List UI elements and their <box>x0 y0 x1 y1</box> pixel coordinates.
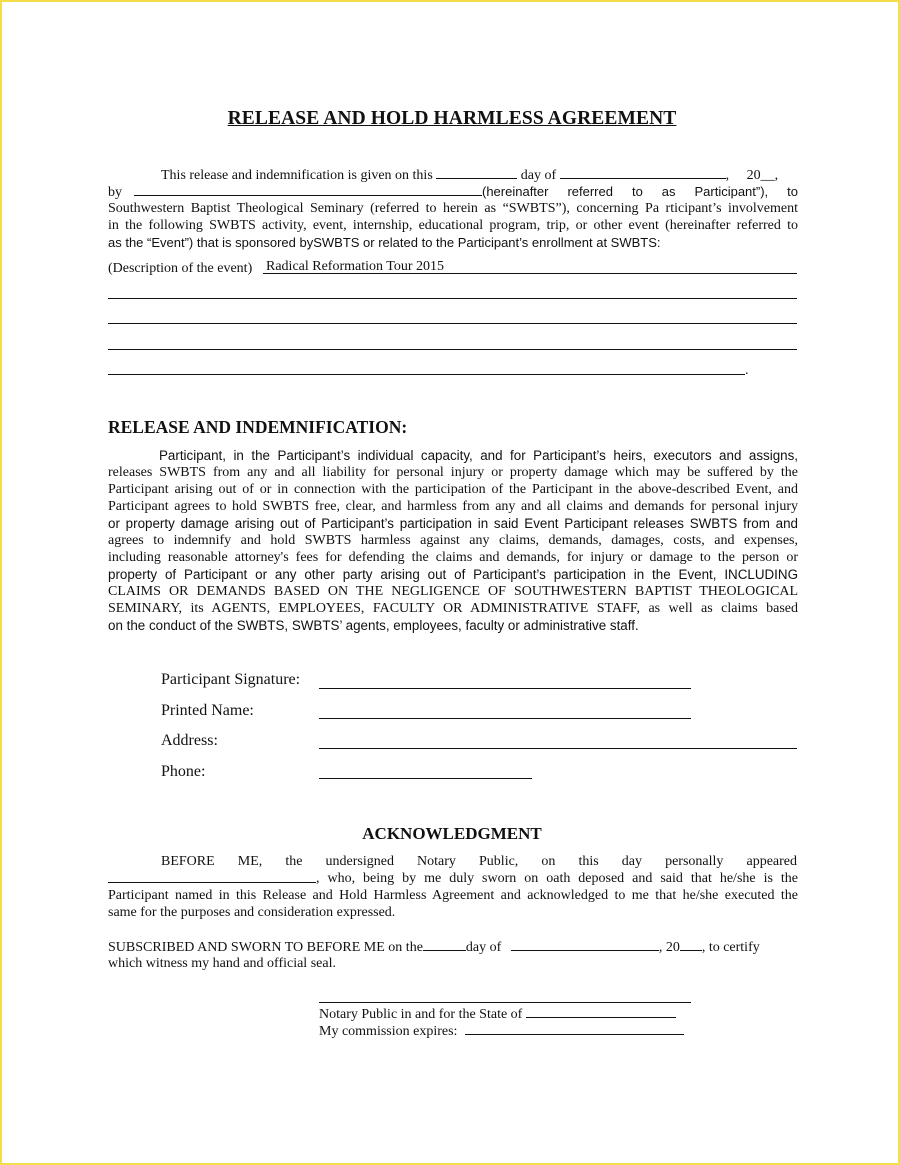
notary-signature-line[interactable] <box>319 1002 691 1003</box>
signature-line[interactable] <box>319 688 691 689</box>
event-description-value: Radical Reformation Tour 2015 <box>266 259 445 274</box>
notary-state-blank[interactable] <box>526 1005 676 1018</box>
release-line-3: Participant arising out of or in connection with the participation of the Participant in the above-described Event, and <box>108 482 798 497</box>
description-line-5[interactable] <box>108 374 745 375</box>
sworn-line-1: SUBSCRIBED AND SWORN TO BEFORE ME on the day of , 20 , to certify <box>108 940 760 955</box>
intro-line-1: This release and indemnification is given on this day of , 20__, <box>161 168 779 183</box>
sworn-day-blank[interactable] <box>423 938 466 951</box>
ack-line-3: Participant named in this Release and Hold Harmless Agreement and acknowledged to me that he/she executed the <box>108 888 798 903</box>
ack-line-4: same for the purposes and consideration expressed. <box>108 905 396 920</box>
release-line-4: Participant agrees to hold SWBTS free, clear, and harmless from any and all claims and demands for personal injury <box>108 499 798 514</box>
document-title: RELEASE AND HOLD HARMLESS AGREEMENT <box>227 108 677 129</box>
day-blank[interactable] <box>436 166 517 179</box>
release-line-7: including reasonable attorney's fees for defending the claims and demands, for injury or damage to the person or <box>108 550 798 565</box>
signature-label: Participant Signature: <box>161 671 301 688</box>
appeared-name-blank[interactable] <box>108 870 316 883</box>
month-blank[interactable] <box>560 166 726 179</box>
release-line-5: or property damage arising out of Participant’s participation in said Event Participant releases SWBTS from and <box>108 516 798 531</box>
sworn-year-blank[interactable] <box>680 938 702 951</box>
intro-line-3: Southwestern Baptist Theological Seminary (referred to herein as “SWBTS”), concerning Pa rticipant’s involvement <box>108 201 798 216</box>
release-line-10: SEMINARY, its AGENTS, EMPLOYEES, FACULTY OR ADMINISTRATIVE STAFF, as well as claims based <box>108 601 798 616</box>
printed-name-label: Printed Name: <box>161 702 254 719</box>
intro-line-5: as the “Event”) that is sponsored bySWBTS or related to the Participant’s enrollment at SWBTS: <box>108 235 661 250</box>
description-line-4[interactable] <box>108 349 797 350</box>
phone-line[interactable] <box>319 778 532 779</box>
release-line-1: Participant, in the Participant’s individual capacity, and for Participant’s heirs, executors and assigns, <box>159 448 798 463</box>
notary-state-label: Notary Public in and for the State of <box>319 1005 676 1023</box>
intro-line-4: in the following SWBTS activity, event, internship, educational program, trip, or other event (hereinafter referred to <box>108 218 798 233</box>
description-period: . <box>745 363 749 378</box>
release-heading: RELEASE AND INDEMNIFICATION: <box>108 417 408 437</box>
sworn-month-blank[interactable] <box>511 938 659 951</box>
release-line-2: releases SWBTS from any and all liability for personal injury or property damage which may be suffered by the <box>108 465 798 480</box>
ack-line-1: BEFORE ME, the undersigned Notary Public, on this day personally appeared <box>161 854 797 869</box>
release-line-9: CLAIMS OR DEMANDS BASED ON THE NEGLIGENCE OF SOUTHWESTERN BAPTIST THEOLOGICAL <box>108 584 798 599</box>
address-line[interactable] <box>319 748 797 749</box>
release-line-11: on the conduct of the SWBTS, SWBTS’ agents, employees, faculty or administrative staff. <box>108 618 639 633</box>
participant-name-blank[interactable] <box>134 183 482 196</box>
release-line-8: property of Participant or any other party arising out of Participant’s participation in the Event, INCLUDING <box>108 567 798 582</box>
event-description-label: (Description of the event) <box>108 261 253 276</box>
phone-label: Phone: <box>161 763 206 780</box>
release-line-6: agrees to indemnify and hold SWBTS harmless against any claims, demands, damages, costs, and expenses, <box>108 533 798 548</box>
ack-line-2: , who, being by me duly sworn on oath deposed and said that he/she is the <box>108 870 798 888</box>
description-line-3[interactable] <box>108 323 797 324</box>
commission-expires-label: My commission expires: <box>319 1022 684 1040</box>
printed-name-line[interactable] <box>319 718 691 719</box>
address-label: Address: <box>161 732 218 749</box>
commission-expires-blank[interactable] <box>465 1022 684 1035</box>
description-line-2[interactable] <box>108 298 797 299</box>
intro-line-2: by (hereinafter referred to as Participant”), to <box>108 184 798 200</box>
sworn-line-2: which witness my hand and official seal. <box>108 956 336 971</box>
acknowledgment-heading: ACKNOWLEDGMENT <box>362 824 542 843</box>
